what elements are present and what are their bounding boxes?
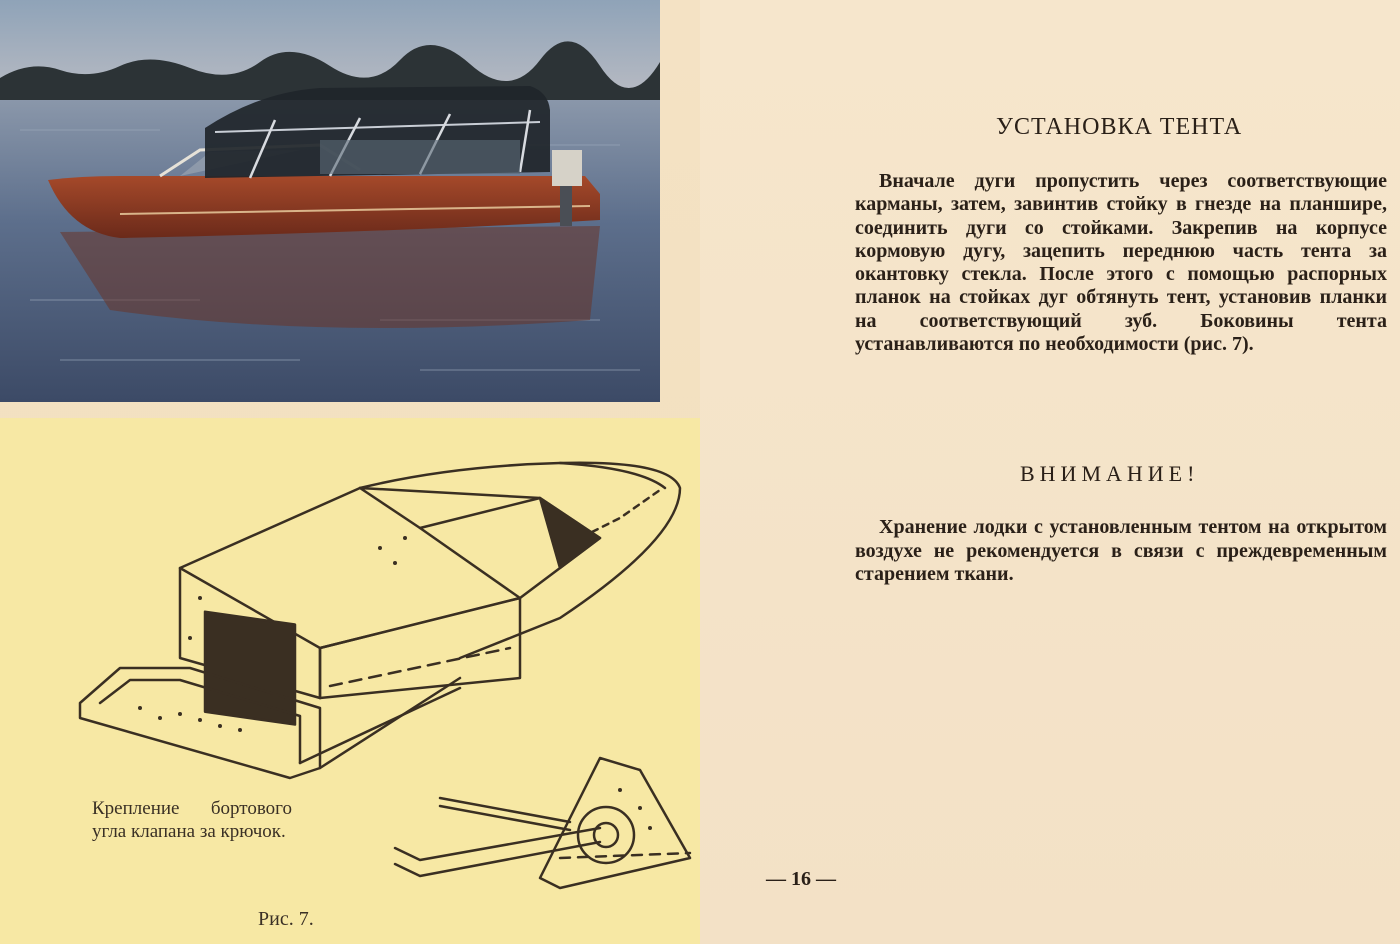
figure-label: Рис. 7.	[258, 908, 314, 930]
boat-photo	[0, 0, 660, 402]
section-title: УСТАНОВКА ТЕНТА	[996, 114, 1243, 140]
figure-caption: Крепление бортового угла клапана за крючок.	[92, 798, 292, 842]
section-paragraph: Вначале дуги пропустить через соответствующие карманы, затем, завинтив стойку в гнезде на планшире, соединить дуги со стойками. Закрепив на корпусе кормовую дугу, зацепить переднюю часть тента за окантовку стекла. После этого с помощью распорных планок на стойках дуг обтянуть тент, установив планки на соответствующий зуб. Боковины тента устанавливаются по необходимости (рис. 7).	[855, 170, 1387, 356]
attention-paragraph: Хранение лодки с установленным тентом на открытом воздухе не рекомендуется в связи с преждевременным старением ткани.	[855, 516, 1387, 585]
page-number: — 16 —	[766, 868, 836, 890]
attention-body	[855, 516, 1387, 587]
attention-title: ВНИМАНИЕ!	[1020, 461, 1200, 486]
section-body	[855, 170, 1387, 356]
figure-panel	[0, 418, 700, 944]
